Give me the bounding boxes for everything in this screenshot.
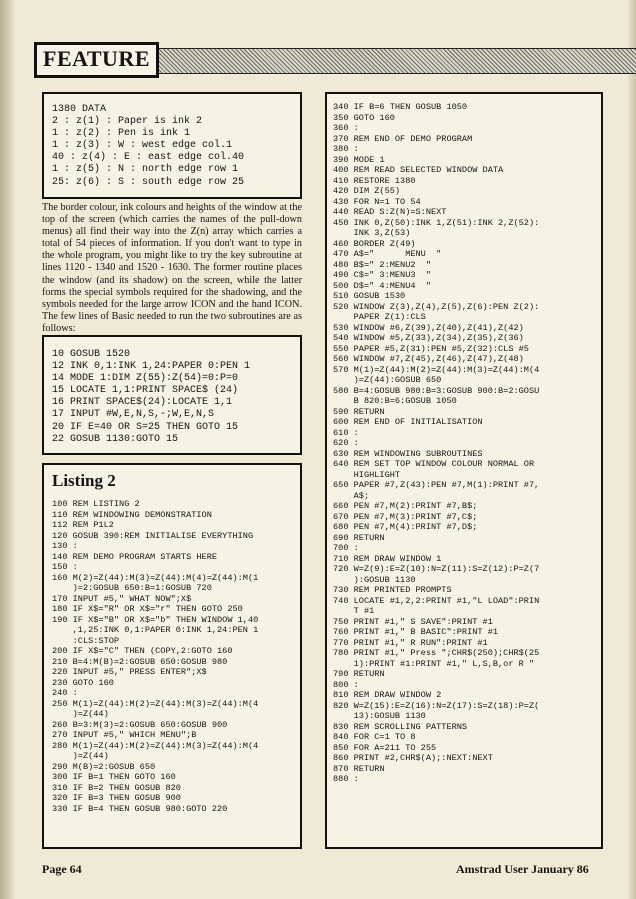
code-line: )=Z(44): [52, 709, 109, 719]
code-line: 290 M(B)=2:GOSUB 650: [52, 761, 156, 772]
code-line: 220 INPUT #5," PRESS ENTER";X$: [52, 667, 207, 677]
code-line: 190 IF X$="B" OR X$="b" THEN WINDOW 1,40: [52, 614, 259, 625]
short-listing-lines: [44, 337, 300, 446]
code-line: 840 FOR C=1 TO 8: [333, 732, 416, 742]
code-line: 430 FOR N=1 TO 54: [333, 196, 421, 207]
code-line: 340 IF B=6 THEN GOSUB 1050: [333, 102, 468, 112]
code-line: 400 REM READ SELECTED WINDOW DATA: [333, 165, 504, 175]
code-line: 250 M(1)=Z(44):M(2)=Z(44):M(3)=Z(44):M(4: [52, 698, 259, 709]
code-line: 130 :: [52, 541, 78, 551]
data-line: 1 : z(3) : W : west edge col.1: [52, 140, 233, 152]
code-line: 200 IF X$="C" THEN (COPY,2:GOTO 160: [52, 646, 233, 656]
code-line: 570 M(1)=Z(44):M(2)=Z(44):M(3)=Z(44):M(4: [333, 364, 540, 375]
code-line: :CLS:STOP: [52, 635, 120, 646]
code-line: 710 REM DRAW WINDOW 1: [333, 553, 442, 564]
code-line: 12 INK 0,1:INK 1,24:PAPER 0:PEN 1: [52, 361, 251, 373]
right-listing-lines: [327, 94, 601, 785]
code-line: 480 B$=" 2:MENU2 ": [333, 259, 431, 270]
code-line: 450 INK 0,Z(50):INK 1,Z(51):INK 2,Z(52):: [333, 217, 540, 228]
code-line: 580 B=4:GOSUB 980:B=3:GOSUB 900:B=2:GOSU: [333, 385, 540, 396]
code-line: 790 RETURN: [333, 669, 385, 679]
code-line: 120 GOSUB 390:REM INITIALISE EVERYTHING: [52, 530, 254, 541]
code-line: HIGHLIGHT: [333, 469, 401, 480]
section-label: FEATURE: [34, 42, 159, 78]
data-line: 1 : z(2) : Pen is ink 1: [52, 128, 191, 140]
listing2-box: [42, 463, 302, 849]
body-paragraph: The border colour, ink colours and heights of the window at the top of the screen (which carries the names of the pull-down menus) all find their way into the Z(n) array which carries a total of 54 pieces of information. If you don't want to type in the whole program, you might like to try the key subroutine at lines 1120 - 1340 and 1520 - 1630. The former routine places the window (and its shadow) on the screen, while the latter forms the special symbols required for the shadowing, and the symbols needed for the large arrow ICON and the hand ICON. The few lines of Basic needed to run the two subroutines are as follows:: [42, 202, 302, 334]
code-line: 800 :: [333, 679, 359, 690]
code-line: 15 LOCATE 1,1:PRINT SPACE$ (24): [52, 385, 239, 397]
code-line: 830 REM SCROLLING PATTERNS: [333, 721, 468, 732]
code-line: 860 PRINT #2,CHR$(A);:NEXT:NEXT: [333, 753, 493, 763]
code-line: ):GOSUB 1130: [333, 574, 416, 585]
code-line: 610 :: [333, 427, 359, 438]
code-line: 870 RETURN: [333, 763, 385, 774]
code-line: 690 RETURN: [333, 532, 385, 543]
code-line: 140 REM DEMO PROGRAM STARTS HERE: [52, 551, 218, 562]
code-line: 350 GOTO 160: [333, 112, 395, 123]
code-line: 10 GOSUB 1520: [52, 349, 131, 360]
code-line: 150 :: [52, 562, 78, 572]
code-line: INK 3,Z(53): [333, 228, 411, 238]
code-line: 530 WINDOW #6,Z(39),Z(40),Z(41),Z(42): [333, 322, 524, 333]
code-line: 550 PAPER #5,Z(31):PEN #5,Z(32):CLS #5: [333, 343, 529, 354]
code-line: 520 WINDOW Z(3),Z(4),Z(5),Z(6):PEN Z(2):: [333, 301, 540, 312]
data-line: 25: z(6) : S : south edge row 25: [52, 176, 245, 188]
code-line: 780 PRINT #1," Press ";CHR$(250);CHR$(25: [333, 648, 540, 658]
code-line: T #1: [333, 606, 375, 616]
code-line: 540 WINDOW #5,Z(33),Z(34),Z(35),Z(36): [333, 333, 524, 343]
code-line: 330 IF B=4 THEN GOSUB 980:GOTO 220: [52, 803, 228, 814]
code-line: 770 PRINT #1," R RUN":PRINT #1: [333, 637, 488, 648]
code-line: 620 :: [333, 438, 359, 448]
code-line: 490 C$=" 3:MENU3 ": [333, 270, 431, 280]
code-line: 310 IF B=2 THEN GOSUB 820: [52, 782, 181, 793]
page-number: Page 64: [42, 862, 82, 876]
code-line: B 820:B=6:GOSUB 1050: [333, 396, 457, 406]
code-line: 750 PRINT #1," S SAVE":PRINT #1: [333, 616, 493, 627]
code-line: 270 INPUT #5," WHICH MENU";B: [52, 730, 197, 740]
code-line: A$;: [333, 490, 370, 501]
code-line: 700 :: [333, 543, 359, 553]
code-line: 380 :: [333, 144, 359, 154]
code-line: 112 REM P1L2: [52, 520, 114, 530]
code-line: 510 GOSUB 1530: [333, 291, 406, 301]
code-line: 1):PRINT #1:PRINT #1," L,S,B,or R ": [333, 658, 535, 669]
code-line: 470 A$=" MENU ": [333, 249, 442, 259]
code-line: 300 IF B=1 THEN GOTO 160: [52, 772, 176, 782]
magazine-issue: Amstrad User January 86: [456, 862, 589, 876]
code-line: 170 INPUT #5," WHAT NOW";X$: [52, 593, 192, 604]
page-edge-shadow: [628, 0, 636, 899]
data-line: 2 : z(1) : Paper is ink 2: [52, 116, 203, 128]
short-listing-box: [42, 335, 302, 455]
code-line: 850 FOR A=211 TO 255: [333, 742, 437, 753]
code-line: 720 W=Z(9):E=Z(10):N=Z(11):S=Z(12):P=Z(7: [333, 564, 540, 574]
code-line: 210 B=4:M(B)=2:GOSUB 650:GOSUB 980: [52, 656, 228, 667]
code-line: 180 IF X$="R" OR X$="r" THEN GOTO 250: [52, 604, 243, 614]
data-line: 1380 DATA: [52, 104, 107, 115]
code-line: 820 W=Z(15):E=Z(16):N=Z(17):S=Z(18):P=Z(: [333, 700, 540, 711]
right-listing-box: [325, 92, 603, 849]
listing2-lines: [44, 497, 300, 814]
code-line: 20 IF E=40 OR S=25 THEN GOTO 15: [52, 421, 239, 433]
code-line: 240 :: [52, 688, 78, 698]
code-line: )=2:GOSUB 650:B=1:GOSUB 720: [52, 583, 212, 593]
code-line: 22 GOSUB 1130:GOTO 15: [52, 433, 179, 445]
code-line: 600 REM END OF INITIALISATION: [333, 417, 483, 427]
code-line: 760 PRINT #1," B BASIC":PRINT #1: [333, 627, 499, 637]
code-line: 640 REM SET TOP WINDOW COLOUR NORMAL OR: [333, 459, 535, 469]
code-line: 660 PEN #7,M(2):PRINT #7,B$;: [333, 501, 478, 511]
code-line: 280 M(1)=Z(44):M(2)=Z(44):M(3)=Z(44):M(4: [52, 740, 259, 751]
code-line: 13):GOSUB 1130: [333, 711, 426, 721]
code-line: 590 RETURN: [333, 406, 385, 417]
code-line: 680 PEN #7,M(4):PRINT #7,D$;: [333, 522, 478, 532]
code-line: 390 MODE 1: [333, 154, 385, 165]
code-line: 670 PEN #7,M(3):PRINT #7,C$;: [333, 511, 478, 522]
code-line: 630 REM WINDOWING SUBROUTINES: [333, 448, 483, 459]
code-line: 17 INPUT #W,E,N,S,-;W,E,N,S: [52, 409, 215, 421]
code-line: 500 D$=" 4:MENU4 ": [333, 280, 431, 291]
page-binding-shadow: [0, 0, 14, 899]
code-line: 880 :: [333, 774, 359, 784]
code-line: 160 M(2)=Z(44):M(3)=Z(44):M(4)=Z(44):M(1: [52, 572, 259, 583]
code-line: PAPER Z(1):CLS: [333, 312, 426, 322]
code-line: 14 MODE 1:DIM Z(55):Z(54)=0:P=0: [52, 373, 239, 385]
code-line: 370 REM END OF DEMO PROGRAM: [333, 133, 473, 144]
code-line: 360 :: [333, 123, 359, 133]
code-line: 730 REM PRINTED PROMPTS: [333, 585, 452, 595]
feature-header: [34, 42, 636, 76]
code-line: ,1,25:INK 0,1:PAPER 0:INK 1,24:PEN 1: [52, 625, 259, 635]
code-line: 100 REM LISTING 2: [52, 499, 140, 509]
code-line: )=Z(44):GOSUB 650: [333, 375, 442, 385]
data-line: 40 : z(4) : E : east edge col.40: [52, 152, 245, 164]
code-line: 810 REM DRAW WINDOW 2: [333, 690, 442, 700]
code-line: 650 PAPER #7,Z(43):PEN #7,M(1):PRINT #7,: [333, 480, 540, 490]
code-line: 440 READ S:Z(N)=S:NEXT: [333, 207, 447, 217]
code-line: 740 LOCATE #1,2,2:PRINT #1,"L LOAD":PRIN: [333, 595, 540, 606]
code-line: )=Z(44): [52, 751, 109, 761]
data-table-box: [42, 92, 302, 199]
code-line: 16 PRINT SPACE$(24):LOCATE 1,1: [52, 397, 233, 409]
code-line: 460 BORDER Z(49): [333, 238, 416, 249]
data-table-lines: [44, 94, 300, 189]
code-line: 110 REM WINDOWING DEMONSTRATION: [52, 509, 212, 520]
code-line: 410 RESTORE 1380: [333, 175, 416, 186]
code-line: 320 IF B=3 THEN GOSUB 900: [52, 793, 181, 803]
code-line: 560 WINDOW #7,Z(45),Z(46),Z(47),Z(48): [333, 354, 524, 364]
code-line: 260 B=3:M(3)=2:GOSUB 650:GOSUB 900: [52, 719, 228, 730]
data-line: 1 : z(5) : N : north edge row 1: [52, 164, 239, 176]
code-line: 420 DIM Z(55): [333, 186, 401, 196]
code-line: 230 GOTO 160: [52, 677, 114, 688]
listing-title: Listing 2: [52, 471, 116, 490]
